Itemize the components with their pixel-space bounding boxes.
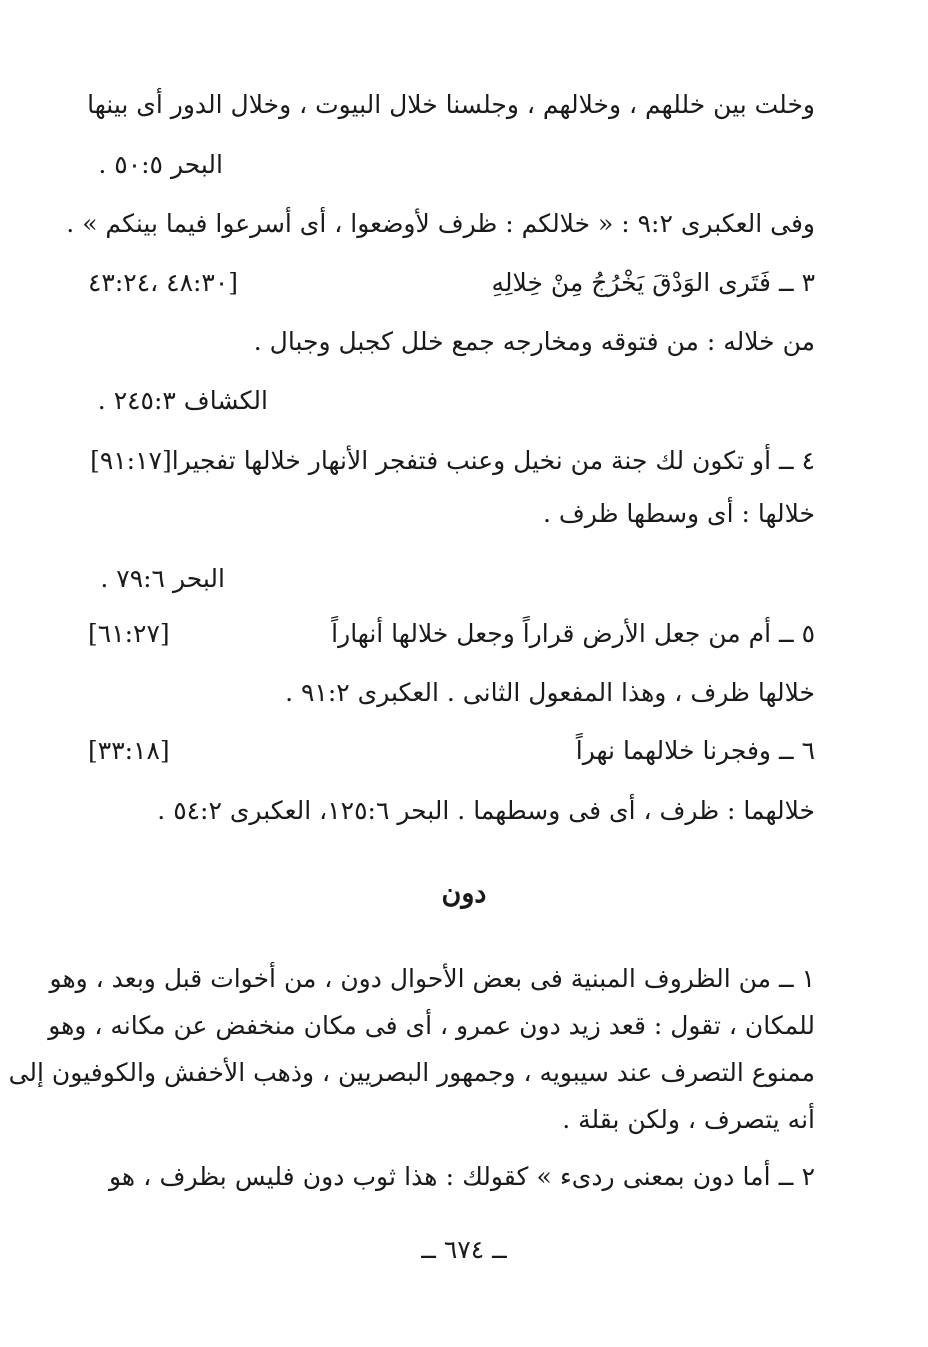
verse-reference-5: [٦١:٢٧] — [88, 619, 170, 648]
section-heading: دون — [441, 878, 487, 909]
verse-3: ٣ ــ فَتَرى الوَدْقَ يَخْرُجُ مِنْ خِلالِهِ — [491, 268, 815, 297]
verse-reference-6: [٣٣:١٨] — [88, 736, 170, 765]
text-line-5: خلالها ظرف ، وهذا المفعول الثانى . العكبرى ٩١:٢ . — [285, 678, 815, 707]
verse-reference-3: [٤٨:٣٠ ،٤٣:٢٤ — [88, 268, 239, 297]
section-line-1: ١ ــ من الظروف المبنية فى بعض الأحوال دون ، من أخوات قبل وبعد ، وهو — [49, 964, 815, 993]
text-line-4: خلالها : أى وسطها ظرف . — [542, 499, 815, 528]
section-line-2: للمكان ، تقول : قعد زيد دون عمرو ، أى فى مكان منخفض عن مكانه ، وهو — [48, 1011, 815, 1040]
section-line-5: ٢ ــ أما دون بمعنى ردىء » كقولك : هذا ثوب دون فليس بظرف ، هو — [109, 1162, 815, 1191]
verse-6: ٦ ــ وفجرنا خلالهما نهراً — [575, 736, 815, 765]
text-line-1: وخلت بين خللهم ، وخلالهم ، وجلسنا خلال البيوت ، وخلال الدور أى بينها — [87, 90, 815, 119]
verse-5: ٥ ــ أم من جعل الأرض قراراً وجعل خلالها أنهاراً — [331, 619, 815, 648]
section-line-3: ممنوع التصرف عند سيبويه ، وجمهور البصريين ، وذهب الأخفش والكوفيون إلى — [8, 1058, 815, 1087]
verse-4: ٤ ــ أو تكون لك جنة من نخيل وعنب فتفجر الأنهار خلالها تفجيرا[٩١:١٧] — [90, 446, 815, 475]
section-line-4: أنه يتصرف ، ولكن بقلة . — [562, 1105, 815, 1134]
text-line-3: من خلاله : من فتوقه ومخارجه جمع خلل كجبل وجبال . — [253, 327, 815, 356]
page-number: ــ ٦٧٤ ــ — [421, 1235, 507, 1264]
text-line-2: وفى العكبرى ٩:٢ : « خلالكم : ظرف لأوضعوا ، أى أسرعوا فيما بينكم » . — [66, 209, 815, 238]
source-citation-1: البحر ٥٠:٥ . — [98, 150, 223, 179]
source-citation-3: البحر ٧٩:٦ . — [100, 564, 225, 593]
text-line-6: خلالهما : ظرف ، أى فى وسطهما . البحر ١٢٥:٦، العكبرى ٥٤:٢ . — [157, 796, 815, 825]
source-citation-2: الكشاف ٢٤٥:٣ . — [97, 386, 268, 415]
